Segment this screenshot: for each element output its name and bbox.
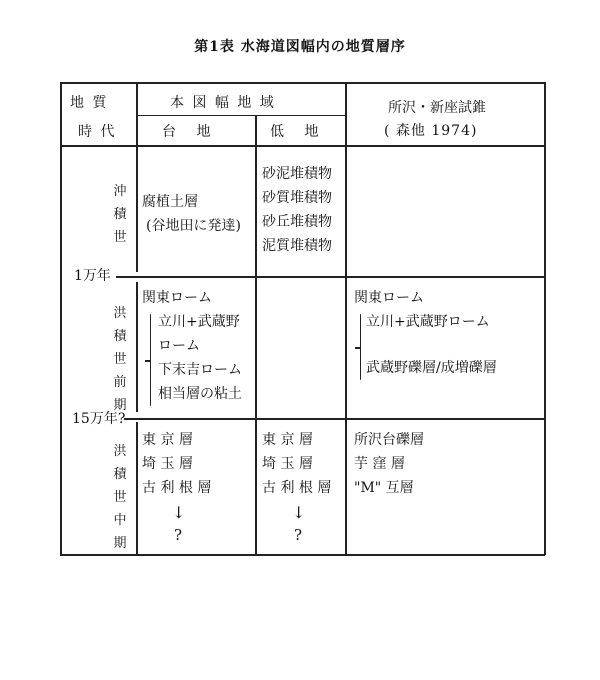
table-title: 第1表 水海道図幅内の地質層序	[194, 39, 406, 55]
right-early-item-1: 立川+武蔵野ローム	[366, 314, 490, 330]
col-divider-right	[345, 82, 347, 555]
table-border-bottom	[60, 554, 545, 556]
lowland-middle-line-2: 埼 玉 層	[262, 456, 313, 472]
right-early-brace	[360, 314, 361, 380]
upland-early-line-3: 下末吉ローム	[158, 362, 242, 378]
era-alluvium: 沖積世	[113, 184, 127, 245]
upland-middle-line-3: 古 利 根 層	[142, 480, 212, 496]
boundary-line-2	[124, 418, 545, 420]
upland-alluvium-line-1: 腐植土層	[142, 194, 198, 210]
lowland-alluvium-line-3: 砂丘堆積物	[262, 214, 332, 230]
right-middle-line-3: "M" 互層	[354, 480, 414, 496]
header-upland: 台 地	[162, 124, 219, 140]
upland-middle-line-1: 東 京 層	[142, 432, 193, 448]
cell-lowland-middle	[262, 428, 331, 500]
col-divider-era	[136, 82, 138, 272]
lowland-alluvium-line-4: 泥質堆積物	[262, 238, 332, 254]
cell-upland-middle	[142, 428, 211, 500]
header-geology: 地 質	[70, 95, 109, 111]
lowland-middle-line-1: 東 京 層	[262, 432, 313, 448]
lowland-question: ?	[294, 526, 303, 544]
header-lowland: 低 地	[270, 124, 327, 140]
era-pleistocene-early: 洪積世前期	[113, 306, 127, 413]
upland-alluvium-line-2: (谷地田に発達)	[146, 218, 241, 234]
boundary-label-150k: 15万年?	[72, 411, 126, 427]
cell-upland-early	[158, 310, 242, 406]
cell-right-middle	[354, 428, 424, 500]
upland-early-line-1: 立川+武蔵野	[158, 314, 240, 330]
upland-early-line-4: 相当層の粘土	[158, 386, 242, 402]
subheader-line	[136, 115, 346, 116]
right-middle-line-2: 芋 窪 層	[354, 456, 405, 472]
cell-lowland-alluvium	[262, 162, 332, 258]
header-divider-line	[60, 145, 545, 147]
boundary-label-10k: 1万年	[74, 268, 111, 284]
right-early-head: 関東ローム	[354, 290, 424, 306]
right-early-item-2: 武蔵野礫層/成増礫層	[366, 360, 497, 376]
lowland-down-arrow: ↓	[292, 503, 306, 522]
header-period: 時 代	[78, 124, 117, 140]
right-middle-line-1: 所沢台礫層	[354, 432, 424, 448]
lowland-middle-line-3: 古 利 根 層	[262, 480, 332, 496]
era-pleistocene-middle: 洪積世中期	[113, 444, 127, 551]
header-boring: 所沢・新座試錐	[388, 100, 486, 116]
boundary-line-1	[116, 276, 545, 278]
table-border-right	[544, 82, 546, 555]
col-divider-era-lower	[136, 282, 138, 412]
upland-down-arrow: ↓	[172, 503, 186, 522]
header-map-area: 本 図 幅 地 域	[170, 95, 276, 111]
upland-early-head: 関東ローム	[142, 290, 212, 306]
upland-question: ?	[174, 526, 183, 544]
col-divider-era-bottom	[136, 422, 138, 555]
upland-middle-line-2: 埼 玉 層	[142, 456, 193, 472]
upland-early-line-2: ローム	[158, 338, 200, 354]
upland-early-brace	[150, 314, 151, 406]
table-border-left	[60, 82, 62, 555]
lowland-alluvium-line-1: 砂泥堆積物	[262, 166, 332, 182]
header-reference: ( 森他 1974)	[384, 123, 478, 139]
col-divider-mid	[255, 115, 257, 555]
table-border-top	[60, 82, 545, 84]
cell-upland-alluvium	[142, 190, 241, 238]
lowland-alluvium-line-2: 砂質堆積物	[262, 190, 332, 206]
